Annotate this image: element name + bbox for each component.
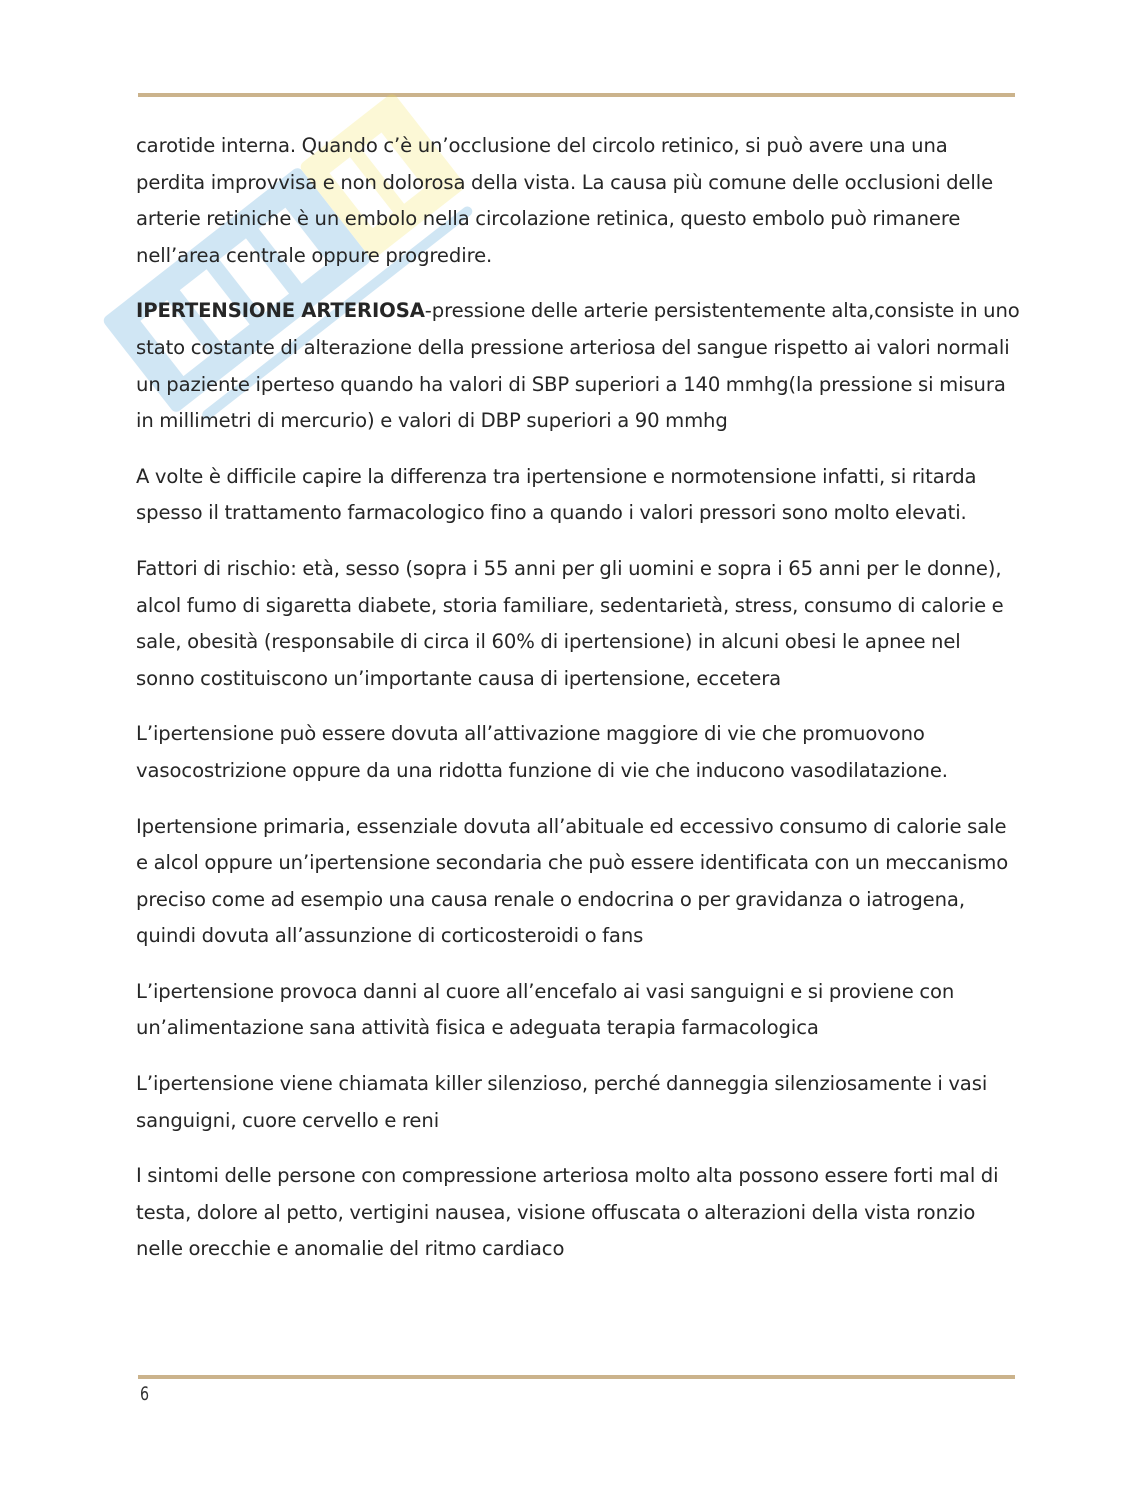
paragraph-8: [136, 1066, 1020, 1139]
paragraph-6: [136, 809, 1020, 955]
paragraph-2: [136, 293, 1020, 439]
paragraph-4: [136, 551, 1020, 697]
paragraph-5: [136, 716, 1020, 789]
paragraph-text: I sintomi delle persone con compressione arteriosa molto alta possono essere forti mal di testa, dolore al petto, vertigini nausea, visione offuscata o alterazioni della vista ronzio nelle orecchie e anomalie del ritmo cardiaco: [136, 1164, 999, 1261]
paragraph-text: L’ipertensione viene chiamata killer silenzioso, perché danneggia silenziosamente i vasi sanguigni, cuore cervello e reni: [136, 1072, 988, 1132]
page-number: 6: [140, 1383, 150, 1405]
document-body: [136, 128, 1020, 1287]
paragraph-text: A volte è difficile capire la differenza tra ipertensione e normotensione infatti, si ritarda spesso il trattamento farmacologico fino a quando i valori pressori sono molto elevati.: [136, 464, 977, 525]
paragraph-text: L’ipertensione può essere dovuta all’attivazione maggiore di vie che promuovono vasocostrizione oppure da una ridotta funzione di vie che inducono vasodilatazione.: [136, 722, 948, 782]
paragraph-text: L’ipertensione provoca danni al cuore all’encefalo ai vasi sanguigni e si proviene con un’alimentazione sana attività fisica e adeguata terapia farmacologica: [136, 979, 955, 1040]
footer-rule: [138, 1375, 1015, 1379]
paragraph-1: [136, 128, 1020, 274]
paragraph-text: carotide interna. Quando c’è un’occlusione del circolo retinico, si può avere una una perdita improvvisa e non dolorosa della vista. La causa più comune delle occlusioni delle arterie retiniche è un embolo nella circolazione retinica, questo embolo può rimanere nell’area centrale oppure progredire.: [136, 134, 994, 267]
paragraph-3: [136, 459, 1020, 532]
paragraph-text: -pressione delle arterie persistentemente alta,consiste in uno stato costante di alterazione della pressione arteriosa del sangue rispetto ai valori normali un paziente iperteso quando ha valori di SBP superiori a 140 mmhg(la pressione si misura in millimetri di mercurio) e valori di DBP superiori a 90 mmhg: [136, 299, 1020, 433]
paragraph-heading: IPERTENSIONE ARTERIOSA: [136, 299, 425, 323]
paragraph-9: [136, 1158, 1020, 1268]
paragraph-7: [136, 974, 1020, 1047]
paragraph-text: Ipertensione primaria, essenziale dovuta all’abituale ed eccessivo consumo di calorie sale e alcol oppure un’ipertensione secondaria che può essere identificata con un meccanismo preciso come ad esempio una causa renale o endocrina o per gravidanza o iatrogena, quindi dovuta all’assunzione di corticosteroidi o fans: [136, 814, 1009, 948]
header-rule: [138, 93, 1015, 97]
paragraph-text: Fattori di rischio: età, sesso (sopra i 55 anni per gli uomini e sopra i 65 anni per le donne), alcol fumo di sigaretta diabete, storia familiare, sedentarietà, stress, consumo di calorie e sale, obesità (responsabile di circa il 60% di ipertensione) in alcuni obesi le apnee nel sonno costituiscono un’importante causa di ipertensione, eccetera: [136, 556, 1004, 690]
